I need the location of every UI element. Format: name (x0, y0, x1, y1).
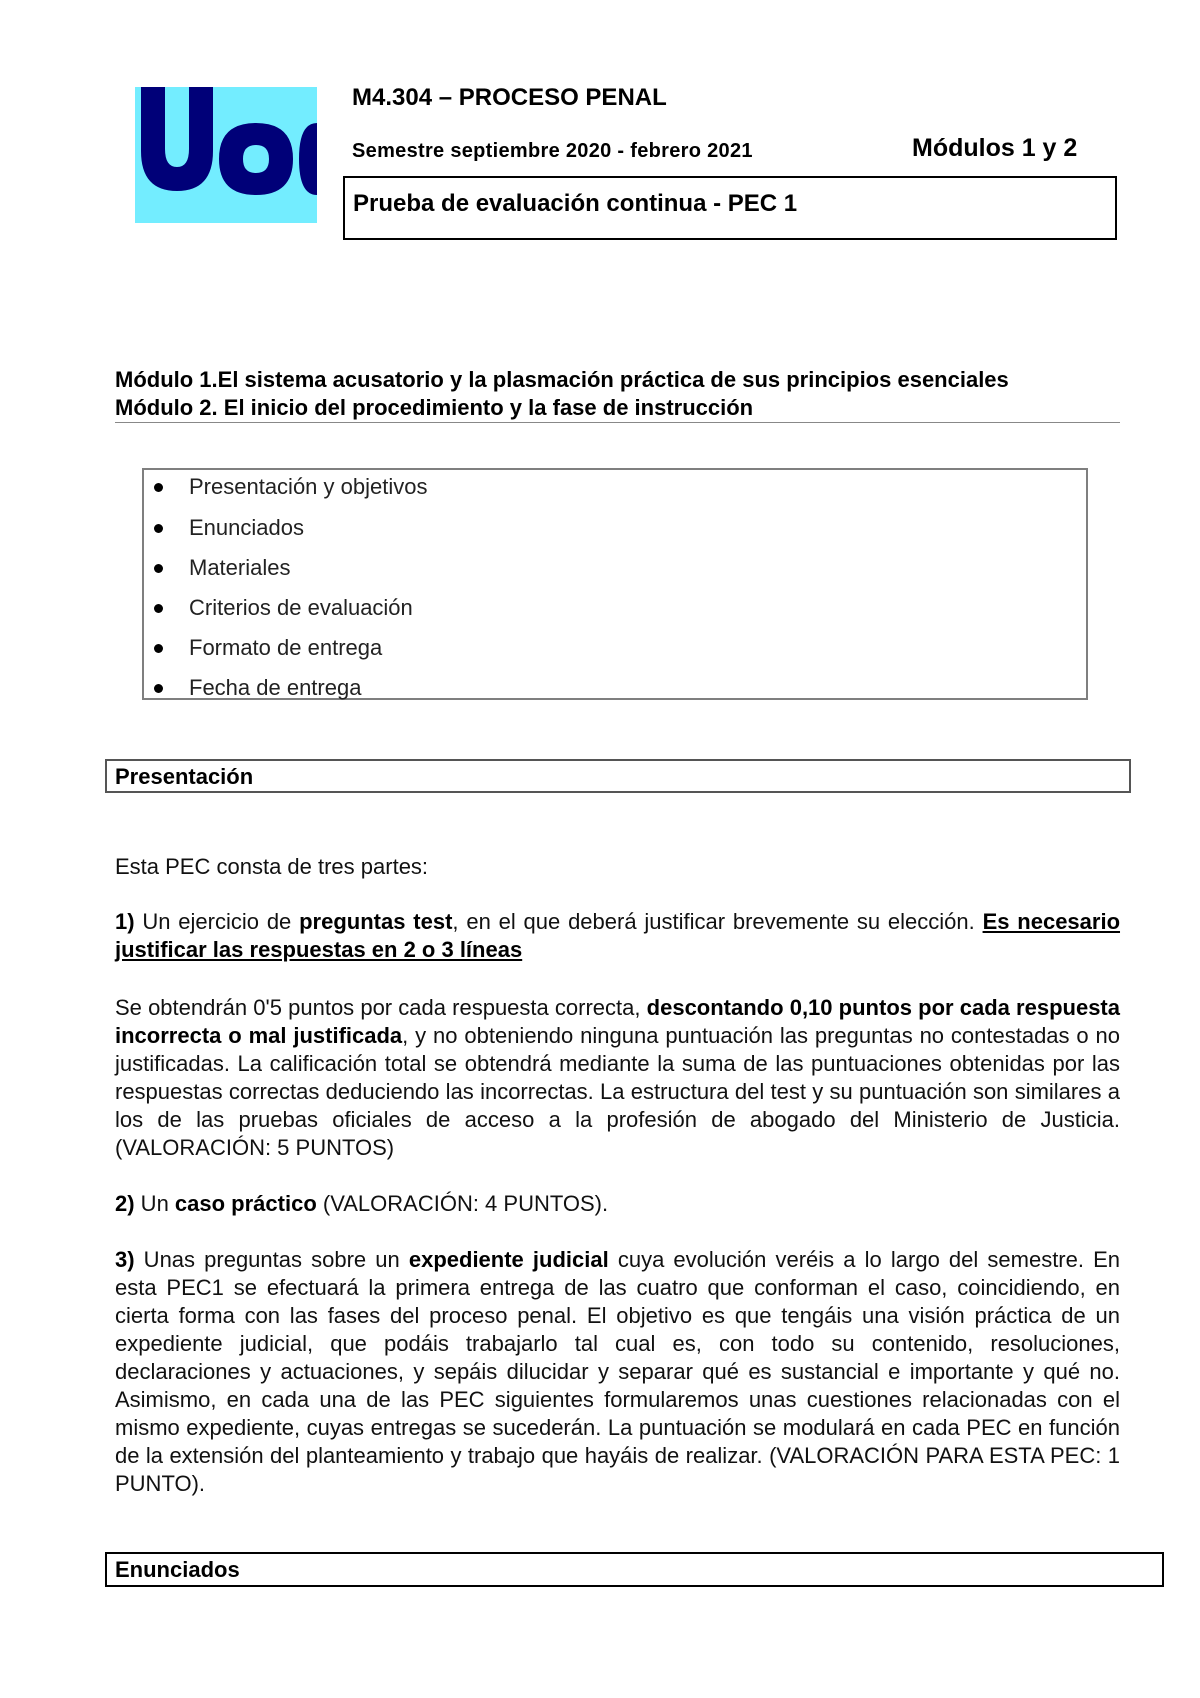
module-1-title: Módulo 1.El sistema acusatorio y la plasmación práctica de sus principios esenciales (115, 367, 1009, 392)
semester-label: Semestre septiembre 2020 - febrero 2021 (352, 140, 753, 162)
section-header-presentacion (105, 759, 1131, 793)
bullet-icon (154, 604, 163, 613)
bullet-icon (154, 644, 163, 653)
pec-title: Prueba de evaluación continua - PEC 1 (353, 190, 798, 217)
bullet-icon (154, 524, 163, 533)
part-2-paragraph: 2) Un caso práctico (VALORACIÓN: 4 PUNTOS). (115, 1191, 609, 1216)
bullet-icon (154, 564, 163, 573)
modules-label: Módulos 1 y 2 (912, 134, 1078, 162)
table-of-contents: Presentación y objetivos Enunciados Materiales Criterios de evaluación Formato de entrega Fecha de entrega (142, 468, 1088, 700)
modules-heading (115, 366, 1120, 422)
pec-title-box (343, 176, 1117, 240)
scoring-paragraph: Se obtendrán 0'5 puntos por cada respuesta correcta, descontando 0,10 puntos por cada respuesta incorrecta o mal justificada, y no obteniendo ninguna puntuación las preguntas no contestadas o no justificadas. La calificación total se obtendrá mediante la suma de las puntuaciones obtenidas por las respuestas correctas deduciendo las incorrectas. La estructura del test y su puntuación son similares a los de las pruebas oficiales de acceso a la profesión de abogado del Ministerio de Justicia. (VALORACIÓN: 5 PUNTOS) (115, 995, 1121, 1160)
section-title: Enunciados (115, 1557, 240, 1582)
part-3-paragraph: 3) Unas preguntas sobre un expediente judicial cuya evolución veréis a lo largo del semestre. En esta PEC1 se efectuará la primera entrega de las cuatro que conforman el caso, coincidiendo, en cierta forma con las fases del proceso penal. El objetivo es que tengáis una visión práctica de un expediente judicial, que podáis trabajarlo tal cual es, con todo su contenido, resoluciones, declaraciones y actuaciones, y sepáis dilucidar y separar qué es sustancial e importante y qué no. Asimismo, en cada una de las PEC siguientes formularemos unas cuestiones relacionadas con el mismo expediente, cuyas entregas se sucederán. La puntuación se modulará en cada PEC en función de la extensión del planteamiento y trabajo que hayáis de realizar. (VALORACIÓN PARA ESTA PEC: 1 PUNTO). (115, 1247, 1121, 1496)
module-2-title: Módulo 2. El inicio del procedimiento y la fase de instrucción (115, 395, 754, 420)
course-title: M4.304 – PROCESO PENAL (352, 84, 667, 111)
section-title: Presentación (115, 764, 254, 789)
section-header-enunciados (105, 1552, 1164, 1587)
divider (115, 422, 1120, 423)
part-1-paragraph: 1) Un ejercicio de preguntas test, en el que deberá justificar brevemente su elección. Es necesario justificar las respuestas en 2 o 3 líneas (115, 909, 1121, 962)
bullet-icon (154, 483, 163, 492)
bullet-icon (154, 684, 163, 693)
uoc-logo (135, 87, 317, 223)
intro-paragraph: Esta PEC consta de tres partes: (115, 854, 429, 879)
